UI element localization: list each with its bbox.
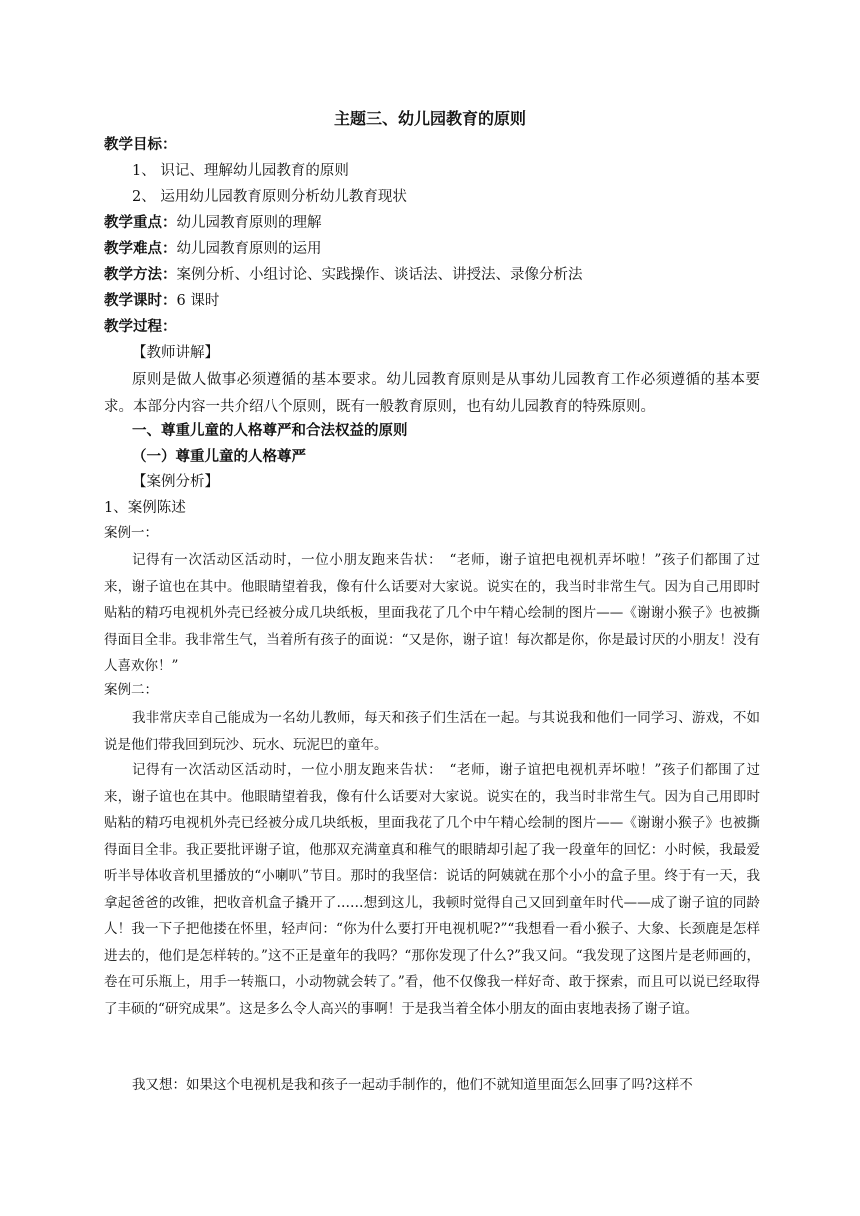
hours-value: 6 课时 xyxy=(176,293,220,309)
case-section-heading: 【案例分析】 xyxy=(132,474,219,490)
difficulty-label: 教学难点： xyxy=(104,241,177,257)
key-point-value: 幼儿园教育原则的理解 xyxy=(176,215,322,231)
case-statement-heading: 1、案例陈述 xyxy=(104,500,186,516)
difficulty-value: 幼儿园教育原则的运用 xyxy=(176,241,322,257)
case2-label: 案例二： xyxy=(104,682,158,698)
case2-paragraph: 我非常庆幸自己能成为一名幼儿教师，每天和孩子们生活在一起。与其说我和他们一同学习、游戏，不如说是他们带我回到玩沙、玩水、玩泥巴的童年。 xyxy=(104,710,760,753)
case2-paragraph: 我又想：如果这个电视机是我和孩子一起动手制作的，他们不就知道里面怎么回事了吗?这样不 xyxy=(132,1077,693,1093)
subprinciple-heading: （一）尊重儿童的人格尊严 xyxy=(132,449,306,465)
objectives-heading: 教学目标： xyxy=(104,137,177,153)
hours-label: 教学课时： xyxy=(104,293,177,309)
difficulty-row xyxy=(104,238,322,260)
objective-item: 1、 识记、理解幼儿园教育的原则 xyxy=(132,163,349,179)
case1-label: 案例一： xyxy=(104,525,158,541)
case2-paragraph: 记得有一次活动区活动时，一位小朋友跑来告状： “老师，谢子谊把电视机弄坏啦！”孩子们都围了过来，谢子谊也在其中。他眼睛望着我，像有什么话要对大家说。说实在的，我当时非常生气。因为自己用即时贴粘的精巧电视机外壳已经被分成几块纸板，里面我花了几个中午精心绘制的图片——《谢谢小猴子》也被撕得面目全非。我正要批评谢子谊，他那双充满童真和稚气的眼睛却引起了我一段童年的回忆：小时候，我最爱听半导体收音机里播放的“小喇叭”节目。那时的我坚信：说话的阿姨就在那个小小的盒子里。终于有一天，我拿起爸爸的改锥，把收音机盒子撬开了……想到这儿，我顿时觉得自己又回到童年时代——成了谢子谊的同龄人！我一下子把他搂在怀里，轻声问：“你为什么要打开电视机呢?”“我想看一看小猴子、大象、长颈鹿是怎样进去的，他们是怎样转的。”这不正是童年的我吗？“那你发现了什么?”我又问。“我发现了这图片是老师画的，卷在可乐瓶上，用手一转瓶口，小动物就会转了。”看，他不仅像我一样好奇、敢于探索，而且可以说已经取得了丰硕的“研究成果”。这是多么令人高兴的事啊！于是我当着全体小朋友的面由衷地表扬了谢子谊。 xyxy=(104,762,760,1017)
teacher-section-heading: 【教师讲解】 xyxy=(132,345,219,361)
process-heading: 教学过程： xyxy=(104,319,177,335)
key-point-label: 教学重点： xyxy=(104,215,177,231)
methods-row xyxy=(104,264,583,286)
hours-row xyxy=(104,290,219,312)
key-point-row xyxy=(104,212,322,234)
methods-label: 教学方法： xyxy=(104,267,177,283)
case1-paragraph: 记得有一次活动区活动时，一位小朋友跑来告状： “老师，谢子谊把电视机弄坏啦！”孩子们都围了过来，谢子谊也在其中。他眼睛望着我，像有什么话要对大家说。说实在的，我当时非常生气。因为自己用即时贴粘的精巧电视机外壳已经被分成几块纸板，里面我花了几个中午精心绘制的图片——《谢谢小猴子》也被撕得面目全非。我非常生气，当着所有孩子的面说：“又是你，谢子谊！每次都是你，你是最讨厌的小朋友！没有人喜欢你！” xyxy=(104,552,760,674)
page-title: 主题三、幼儿园教育的原则 xyxy=(333,109,526,128)
principle-heading: 一、尊重儿童的人格尊严和合法权益的原则 xyxy=(132,423,408,439)
intro-paragraph: 原则是做人做事必须遵循的基本要求。幼儿园教育原则是从事幼儿园教育工作必须遵循的基本要求。本部分内容一共介绍八个原则，既有一般教育原则，也有幼儿园教育的特殊原则。 xyxy=(104,372,760,415)
objective-item: 2、 运用幼儿园教育原则分析幼儿教育现状 xyxy=(132,189,407,205)
methods-value: 案例分析、小组讨论、实践操作、谈话法、讲授法、录像分析法 xyxy=(176,267,583,283)
